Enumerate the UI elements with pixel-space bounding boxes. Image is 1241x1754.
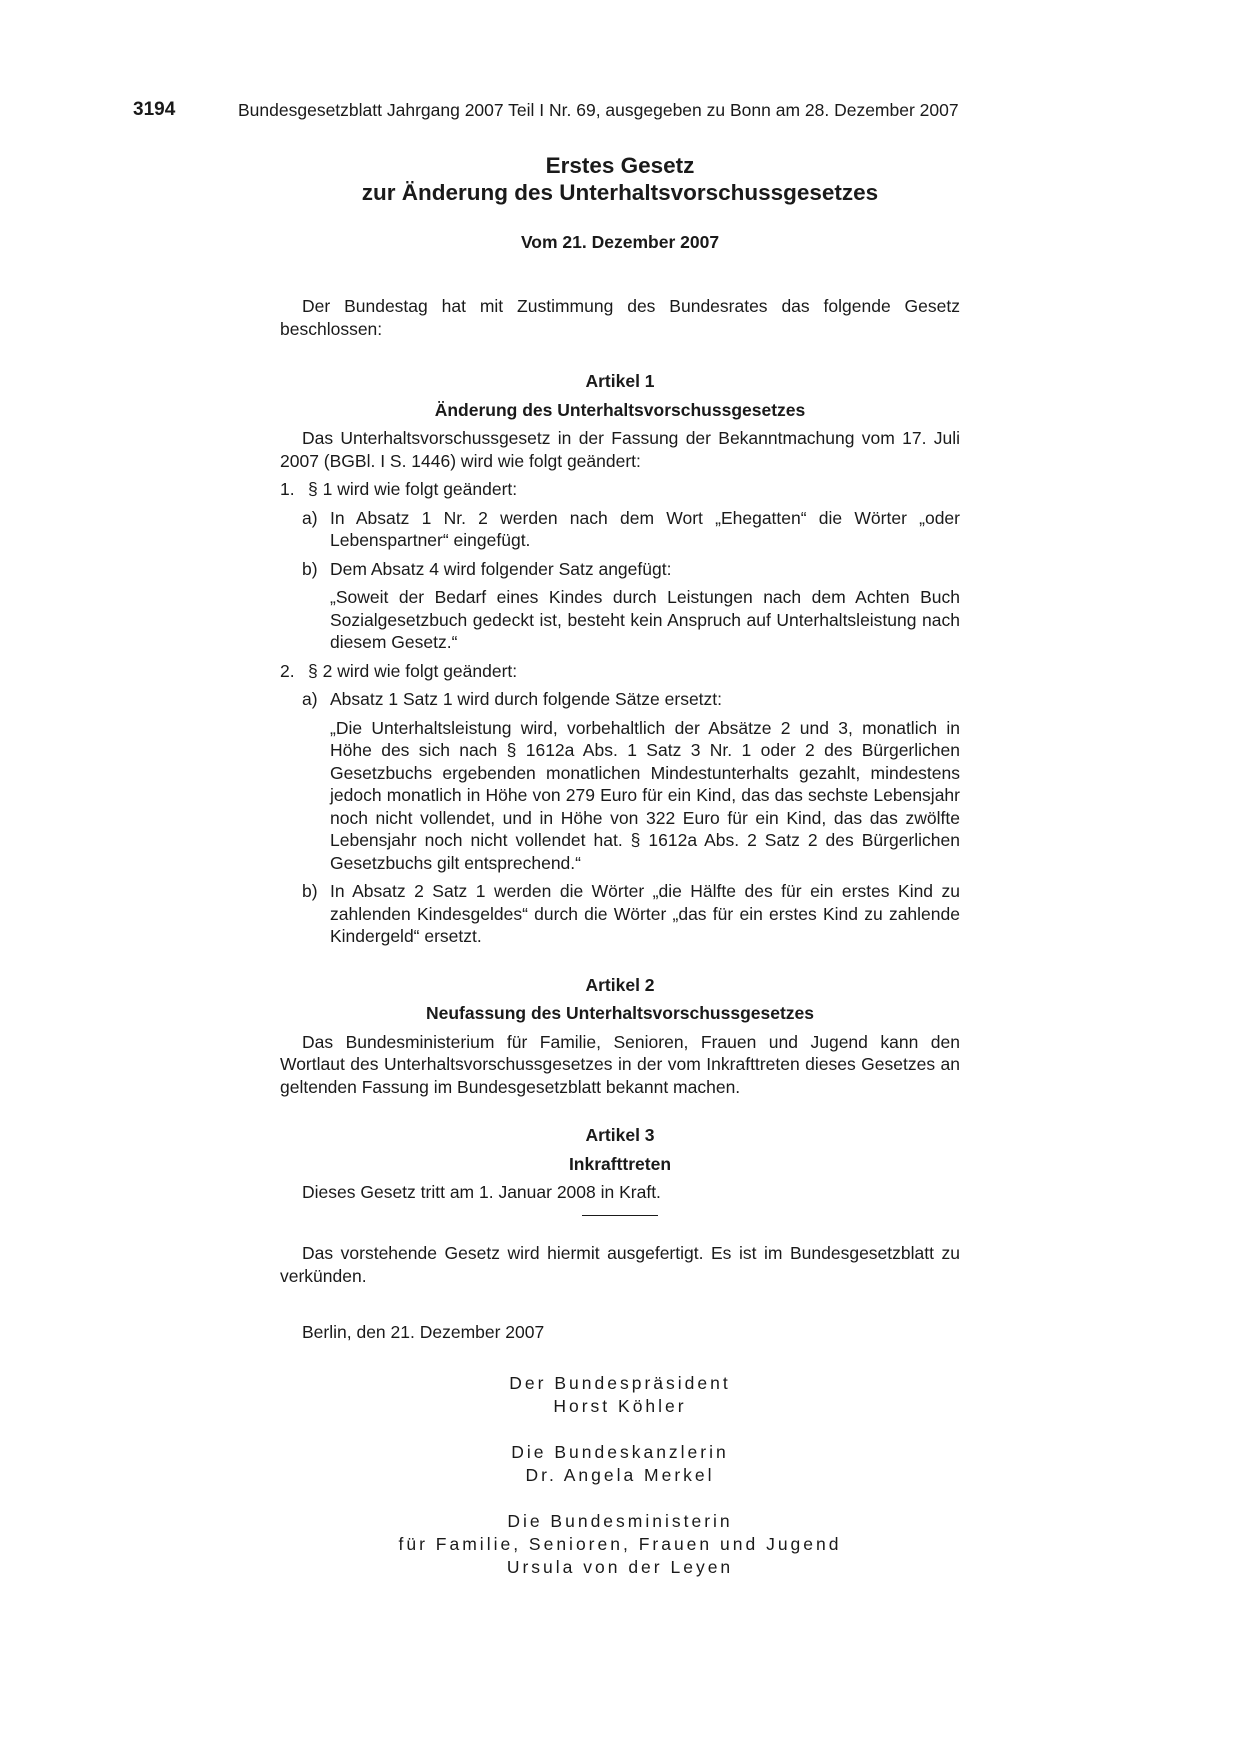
artikel1-heading: Artikel 1 <box>585 371 655 391</box>
artikel3-text: Dieses Gesetz tritt am 1. Januar 2008 in Kraft. <box>302 1182 661 1202</box>
artikel3-heading: Artikel 3 <box>585 1125 655 1145</box>
list-item: 2. § 2 wird wie folgt geändert: <box>280 660 518 681</box>
law-title-line2: zur Änderung des Unterhaltsvorschussgesetzes <box>361 180 879 205</box>
list-item: b) Dem Absatz 4 wird folgender Satz angefügt: <box>302 558 672 579</box>
place-date: Berlin, den 21. Dezember 2007 <box>302 1322 545 1342</box>
list-item: b) In Absatz 2 Satz 1 werden die Wörter „die Hälfte des für ein erstes Kind zu zahlenden Kindesgeldes“ durch die Wörter „das für ein erstes Kind zu zahlende Kindergeld“ ersetzt. <box>302 881 960 946</box>
quoted-text: „Soweit der Bedarf eines Kindes durch Leistungen nach dem Achten Buch Sozialgesetzbuch gedeckt ist, besteht kein Anspruch auf Unterhaltsleistung nach diesem Gesetz.“ <box>330 587 960 652</box>
quoted-text: „Die Unterhaltsleistung wird, vorbehaltlich der Absätze 2 und 3, monatlich in Höhe des sich nach § 1612a Abs. 1 Satz 3 Nr. 1 oder 2 des Bürgerlichen Gesetzbuchs ergebenden monatlichen Mindestunterhalts gezahlt, mindestens jedoch monatlich in Höhe von 279 Euro für ein Kind, das das sechste Lebensjahr noch nicht vollendet, und in Höhe von 322 Euro für ein Kind, das das zwölfte Lebensjahr noch nicht vollendet hat. § 1612a Abs. 2 Satz 2 des Bürgerlichen Gesetzbuchs gilt entsprechend.“ <box>330 717 960 873</box>
law-title <box>280 152 960 206</box>
artikel1-intro: Das Unterhaltsvorschussgesetz in der Fassung der Bekanntmachung vom 17. Juli 2007 (BGBl. I S. 1446) wird wie folgt geändert: <box>280 428 960 471</box>
gazette-line: Bundesgesetzblatt Jahrgang 2007 Teil I Nr. 69, ausgegeben zu Bonn am 28. Dezember 2007 <box>238 100 959 120</box>
signature-minister: Die Bundesministerin für Familie, Senioren, Frauen und Jugend Ursula von der Leyen <box>398 1511 842 1577</box>
list-item: a) Absatz 1 Satz 1 wird durch folgende Sätze ersetzt: <box>302 689 723 709</box>
law-date: Vom 21. Dezember 2007 <box>520 232 720 252</box>
artikel2-heading: Artikel 2 <box>585 974 655 995</box>
artikel2-text: Das Bundesministerium für Familie, Senioren, Frauen und Jugend kann den Wortlaut des Unterhaltsvorschussgesetzes in der vom Inkrafttreten dieses Gesetzes an geltenden Fassung im Bundesgesetzblatt bekannt machen. <box>280 1031 960 1097</box>
signature-chancellor: Die Bundeskanzlerin Dr. Angela Merkel <box>511 1442 729 1485</box>
artikel3-subheading: Inkrafttreten <box>568 1153 672 1174</box>
artikel1-subheading: Änderung des Unterhaltsvorschussgesetzes <box>434 399 806 420</box>
divider <box>582 1215 658 1216</box>
law-title-line1: Erstes Gesetz <box>545 153 695 178</box>
signature-president: Der Bundespräsident Horst Köhler <box>509 1373 731 1416</box>
list-item: 1. § 1 wird wie folgt geändert: <box>280 479 518 499</box>
law-body <box>280 295 960 1204</box>
preamble: Der Bundestag hat mit Zustimmung des Bundesrates das folgende Gesetz beschlossen: <box>280 296 960 339</box>
closing-statement: Das vorstehende Gesetz wird hiermit ausgefertigt. Es ist im Bundesgesetzblatt zu verkünden. <box>280 1243 960 1286</box>
artikel2-subheading: Neufassung des Unterhaltsvorschussgesetzes <box>425 1003 815 1023</box>
closing-block <box>280 1242 960 1344</box>
list-item: a) In Absatz 1 Nr. 2 werden nach dem Wort „Ehegatten“ die Wörter „oder Lebenspartner“ eingefügt. <box>302 507 960 550</box>
page-number: 3194 <box>133 99 176 120</box>
